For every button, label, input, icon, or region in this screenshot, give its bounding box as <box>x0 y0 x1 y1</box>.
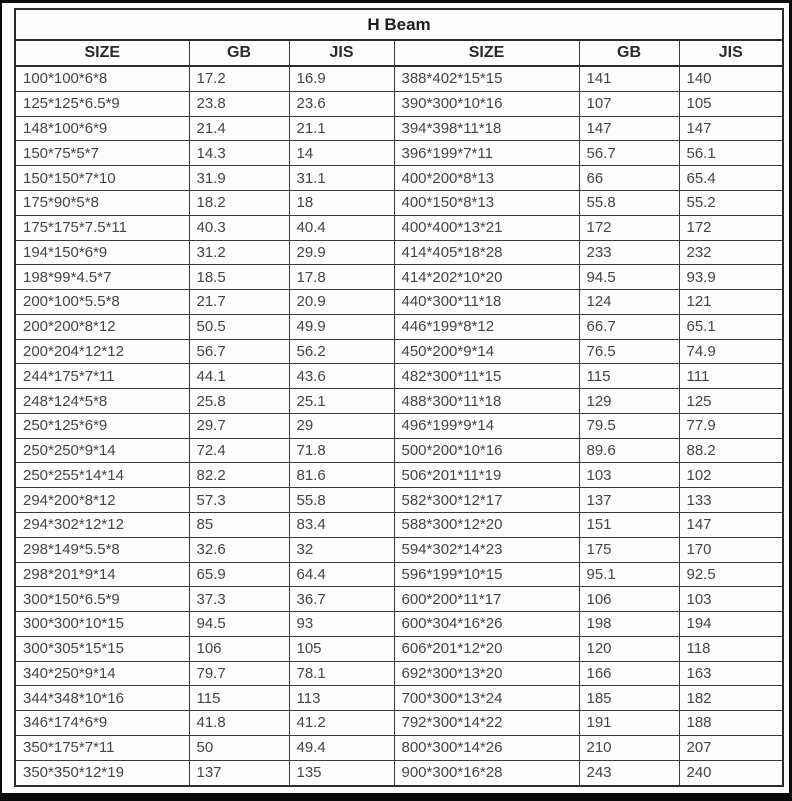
jis-cell: 172 <box>679 215 783 240</box>
jis-cell: 121 <box>679 290 783 315</box>
table-row <box>15 240 783 265</box>
gb-cell: 50 <box>189 735 289 760</box>
jis-cell: 36.7 <box>289 587 394 612</box>
gb-cell: 137 <box>189 760 289 786</box>
jis-cell: 71.8 <box>289 438 394 463</box>
table-row <box>15 711 783 736</box>
jis-cell: 41.2 <box>289 711 394 736</box>
gb-cell: 94.5 <box>189 612 289 637</box>
column-header: JIS <box>289 40 394 66</box>
gb-cell: 94.5 <box>579 265 679 290</box>
size-cell: 148*100*6*9 <box>15 116 189 141</box>
jis-cell: 125 <box>679 389 783 414</box>
table-row <box>15 512 783 537</box>
gb-cell: 115 <box>579 364 679 389</box>
size-cell: 400*200*8*13 <box>394 166 579 191</box>
jis-cell: 93.9 <box>679 265 783 290</box>
gb-cell: 40.3 <box>189 215 289 240</box>
size-cell: 150*75*5*7 <box>15 141 189 166</box>
jis-cell: 43.6 <box>289 364 394 389</box>
gb-cell: 79.5 <box>579 413 679 438</box>
jis-cell: 65.4 <box>679 166 783 191</box>
jis-cell: 111 <box>679 364 783 389</box>
table-row <box>15 661 783 686</box>
size-cell: 150*150*7*10 <box>15 166 189 191</box>
size-cell: 244*175*7*11 <box>15 364 189 389</box>
gb-cell: 120 <box>579 636 679 661</box>
gb-cell: 95.1 <box>579 562 679 587</box>
gb-cell: 23.8 <box>189 91 289 116</box>
size-cell: 692*300*13*20 <box>394 661 579 686</box>
jis-cell: 29.9 <box>289 240 394 265</box>
gb-cell: 124 <box>579 290 679 315</box>
gb-cell: 106 <box>579 587 679 612</box>
gb-cell: 191 <box>579 711 679 736</box>
gb-cell: 166 <box>579 661 679 686</box>
table-row <box>15 438 783 463</box>
jis-cell: 133 <box>679 488 783 513</box>
size-cell: 390*300*10*16 <box>394 91 579 116</box>
size-cell: 200*100*5.5*8 <box>15 290 189 315</box>
table-row <box>15 215 783 240</box>
size-cell: 414*405*18*28 <box>394 240 579 265</box>
gb-cell: 55.8 <box>579 191 679 216</box>
size-cell: 594*302*14*23 <box>394 537 579 562</box>
table-row <box>15 191 783 216</box>
jis-cell: 21.1 <box>289 116 394 141</box>
size-cell: 900*300*16*28 <box>394 760 579 786</box>
size-cell: 175*175*7.5*11 <box>15 215 189 240</box>
jis-cell: 56.2 <box>289 339 394 364</box>
size-cell: 125*125*6.5*9 <box>15 91 189 116</box>
table-row <box>15 364 783 389</box>
gb-cell: 18.2 <box>189 191 289 216</box>
jis-cell: 18 <box>289 191 394 216</box>
gb-cell: 89.6 <box>579 438 679 463</box>
h-beam-table <box>14 8 784 787</box>
size-cell: 200*204*12*12 <box>15 339 189 364</box>
size-cell: 300*150*6.5*9 <box>15 587 189 612</box>
jis-cell: 182 <box>679 686 783 711</box>
jis-cell: 113 <box>289 686 394 711</box>
gb-cell: 141 <box>579 66 679 91</box>
size-cell: 582*300*12*17 <box>394 488 579 513</box>
jis-cell: 140 <box>679 66 783 91</box>
jis-cell: 64.4 <box>289 562 394 587</box>
size-cell: 450*200*9*14 <box>394 339 579 364</box>
table-row <box>15 166 783 191</box>
gb-cell: 17.2 <box>189 66 289 91</box>
jis-cell: 93 <box>289 612 394 637</box>
jis-cell: 118 <box>679 636 783 661</box>
size-cell: 298*149*5.5*8 <box>15 537 189 562</box>
gb-cell: 72.4 <box>189 438 289 463</box>
jis-cell: 25.1 <box>289 389 394 414</box>
size-cell: 482*300*11*15 <box>394 364 579 389</box>
gb-cell: 25.8 <box>189 389 289 414</box>
size-cell: 506*201*11*19 <box>394 463 579 488</box>
size-cell: 388*402*15*15 <box>394 66 579 91</box>
column-header: SIZE <box>15 40 189 66</box>
table-row <box>15 612 783 637</box>
size-cell: 300*305*15*15 <box>15 636 189 661</box>
size-cell: 400*150*8*13 <box>394 191 579 216</box>
size-cell: 344*348*10*16 <box>15 686 189 711</box>
jis-cell: 103 <box>679 587 783 612</box>
size-cell: 600*200*11*17 <box>394 587 579 612</box>
gb-cell: 103 <box>579 463 679 488</box>
jis-cell: 81.6 <box>289 463 394 488</box>
size-cell: 596*199*10*15 <box>394 562 579 587</box>
jis-cell: 74.9 <box>679 339 783 364</box>
jis-cell: 163 <box>679 661 783 686</box>
gb-cell: 65.9 <box>189 562 289 587</box>
table-row <box>15 339 783 364</box>
size-cell: 248*124*5*8 <box>15 389 189 414</box>
gb-cell: 57.3 <box>189 488 289 513</box>
gb-cell: 56.7 <box>189 339 289 364</box>
gb-cell: 137 <box>579 488 679 513</box>
size-cell: 440*300*11*18 <box>394 290 579 315</box>
gb-cell: 37.3 <box>189 587 289 612</box>
size-cell: 588*300*12*20 <box>394 512 579 537</box>
jis-cell: 88.2 <box>679 438 783 463</box>
jis-cell: 23.6 <box>289 91 394 116</box>
jis-cell: 92.5 <box>679 562 783 587</box>
jis-cell: 135 <box>289 760 394 786</box>
size-cell: 600*304*16*26 <box>394 612 579 637</box>
column-header: SIZE <box>394 40 579 66</box>
jis-cell: 77.9 <box>679 413 783 438</box>
gb-cell: 44.1 <box>189 364 289 389</box>
jis-cell: 29 <box>289 413 394 438</box>
gb-cell: 175 <box>579 537 679 562</box>
gb-cell: 76.5 <box>579 339 679 364</box>
gb-cell: 66 <box>579 166 679 191</box>
gb-cell: 31.2 <box>189 240 289 265</box>
gb-cell: 115 <box>189 686 289 711</box>
gb-cell: 29.7 <box>189 413 289 438</box>
jis-cell: 65.1 <box>679 314 783 339</box>
header-row <box>15 40 783 66</box>
table-row <box>15 66 783 91</box>
table-row <box>15 686 783 711</box>
gb-cell: 243 <box>579 760 679 786</box>
size-cell: 488*300*11*18 <box>394 389 579 414</box>
gb-cell: 106 <box>189 636 289 661</box>
jis-cell: 188 <box>679 711 783 736</box>
table-row <box>15 389 783 414</box>
table-row <box>15 413 783 438</box>
size-cell: 350*350*12*19 <box>15 760 189 786</box>
gb-cell: 198 <box>579 612 679 637</box>
jis-cell: 16.9 <box>289 66 394 91</box>
jis-cell: 17.8 <box>289 265 394 290</box>
jis-cell: 105 <box>289 636 394 661</box>
table-row <box>15 760 783 786</box>
table-row <box>15 265 783 290</box>
size-cell: 800*300*14*26 <box>394 735 579 760</box>
column-header: JIS <box>679 40 783 66</box>
jis-cell: 147 <box>679 512 783 537</box>
gb-cell: 41.8 <box>189 711 289 736</box>
jis-cell: 55.2 <box>679 191 783 216</box>
gb-cell: 21.4 <box>189 116 289 141</box>
title-row <box>15 9 783 40</box>
size-cell: 414*202*10*20 <box>394 265 579 290</box>
gb-cell: 185 <box>579 686 679 711</box>
table-body <box>15 66 783 786</box>
size-cell: 100*100*6*8 <box>15 66 189 91</box>
jis-cell: 40.4 <box>289 215 394 240</box>
gb-cell: 50.5 <box>189 314 289 339</box>
gb-cell: 107 <box>579 91 679 116</box>
size-cell: 340*250*9*14 <box>15 661 189 686</box>
gb-cell: 32.6 <box>189 537 289 562</box>
gb-cell: 56.7 <box>579 141 679 166</box>
gb-cell: 14.3 <box>189 141 289 166</box>
size-cell: 250*255*14*14 <box>15 463 189 488</box>
table-row <box>15 290 783 315</box>
gb-cell: 210 <box>579 735 679 760</box>
size-cell: 606*201*12*20 <box>394 636 579 661</box>
size-cell: 346*174*6*9 <box>15 711 189 736</box>
jis-cell: 31.1 <box>289 166 394 191</box>
table-title: H Beam <box>15 9 783 40</box>
size-cell: 394*398*11*18 <box>394 116 579 141</box>
size-cell: 200*200*8*12 <box>15 314 189 339</box>
jis-cell: 49.9 <box>289 314 394 339</box>
jis-cell: 170 <box>679 537 783 562</box>
size-cell: 400*400*13*21 <box>394 215 579 240</box>
gb-cell: 147 <box>579 116 679 141</box>
column-header: GB <box>579 40 679 66</box>
table-row <box>15 91 783 116</box>
size-cell: 350*175*7*11 <box>15 735 189 760</box>
gb-cell: 66.7 <box>579 314 679 339</box>
jis-cell: 105 <box>679 91 783 116</box>
gb-cell: 82.2 <box>189 463 289 488</box>
jis-cell: 49.4 <box>289 735 394 760</box>
jis-cell: 194 <box>679 612 783 637</box>
jis-cell: 56.1 <box>679 141 783 166</box>
gb-cell: 151 <box>579 512 679 537</box>
size-cell: 396*199*7*11 <box>394 141 579 166</box>
jis-cell: 232 <box>679 240 783 265</box>
column-header: GB <box>189 40 289 66</box>
size-cell: 792*300*14*22 <box>394 711 579 736</box>
table-row <box>15 636 783 661</box>
gb-cell: 172 <box>579 215 679 240</box>
size-cell: 446*199*8*12 <box>394 314 579 339</box>
table-row <box>15 587 783 612</box>
jis-cell: 55.8 <box>289 488 394 513</box>
gb-cell: 233 <box>579 240 679 265</box>
table-row <box>15 488 783 513</box>
gb-cell: 21.7 <box>189 290 289 315</box>
size-cell: 294*302*12*12 <box>15 512 189 537</box>
size-cell: 250*125*6*9 <box>15 413 189 438</box>
table-row <box>15 562 783 587</box>
jis-cell: 207 <box>679 735 783 760</box>
jis-cell: 20.9 <box>289 290 394 315</box>
gb-cell: 18.5 <box>189 265 289 290</box>
size-cell: 175*90*5*8 <box>15 191 189 216</box>
jis-cell: 240 <box>679 760 783 786</box>
size-cell: 496*199*9*14 <box>394 413 579 438</box>
table-row <box>15 735 783 760</box>
gb-cell: 31.9 <box>189 166 289 191</box>
gb-cell: 79.7 <box>189 661 289 686</box>
jis-cell: 102 <box>679 463 783 488</box>
size-cell: 294*200*8*12 <box>15 488 189 513</box>
size-cell: 250*250*9*14 <box>15 438 189 463</box>
table-row <box>15 463 783 488</box>
size-cell: 300*300*10*15 <box>15 612 189 637</box>
size-cell: 194*150*6*9 <box>15 240 189 265</box>
table-row <box>15 116 783 141</box>
gb-cell: 85 <box>189 512 289 537</box>
jis-cell: 147 <box>679 116 783 141</box>
size-cell: 298*201*9*14 <box>15 562 189 587</box>
jis-cell: 78.1 <box>289 661 394 686</box>
gb-cell: 129 <box>579 389 679 414</box>
table-row <box>15 141 783 166</box>
size-cell: 700*300*13*24 <box>394 686 579 711</box>
size-cell: 500*200*10*16 <box>394 438 579 463</box>
table-row <box>15 537 783 562</box>
jis-cell: 14 <box>289 141 394 166</box>
jis-cell: 83.4 <box>289 512 394 537</box>
table-row <box>15 314 783 339</box>
jis-cell: 32 <box>289 537 394 562</box>
size-cell: 198*99*4.5*7 <box>15 265 189 290</box>
h-beam-sheet <box>14 8 782 787</box>
